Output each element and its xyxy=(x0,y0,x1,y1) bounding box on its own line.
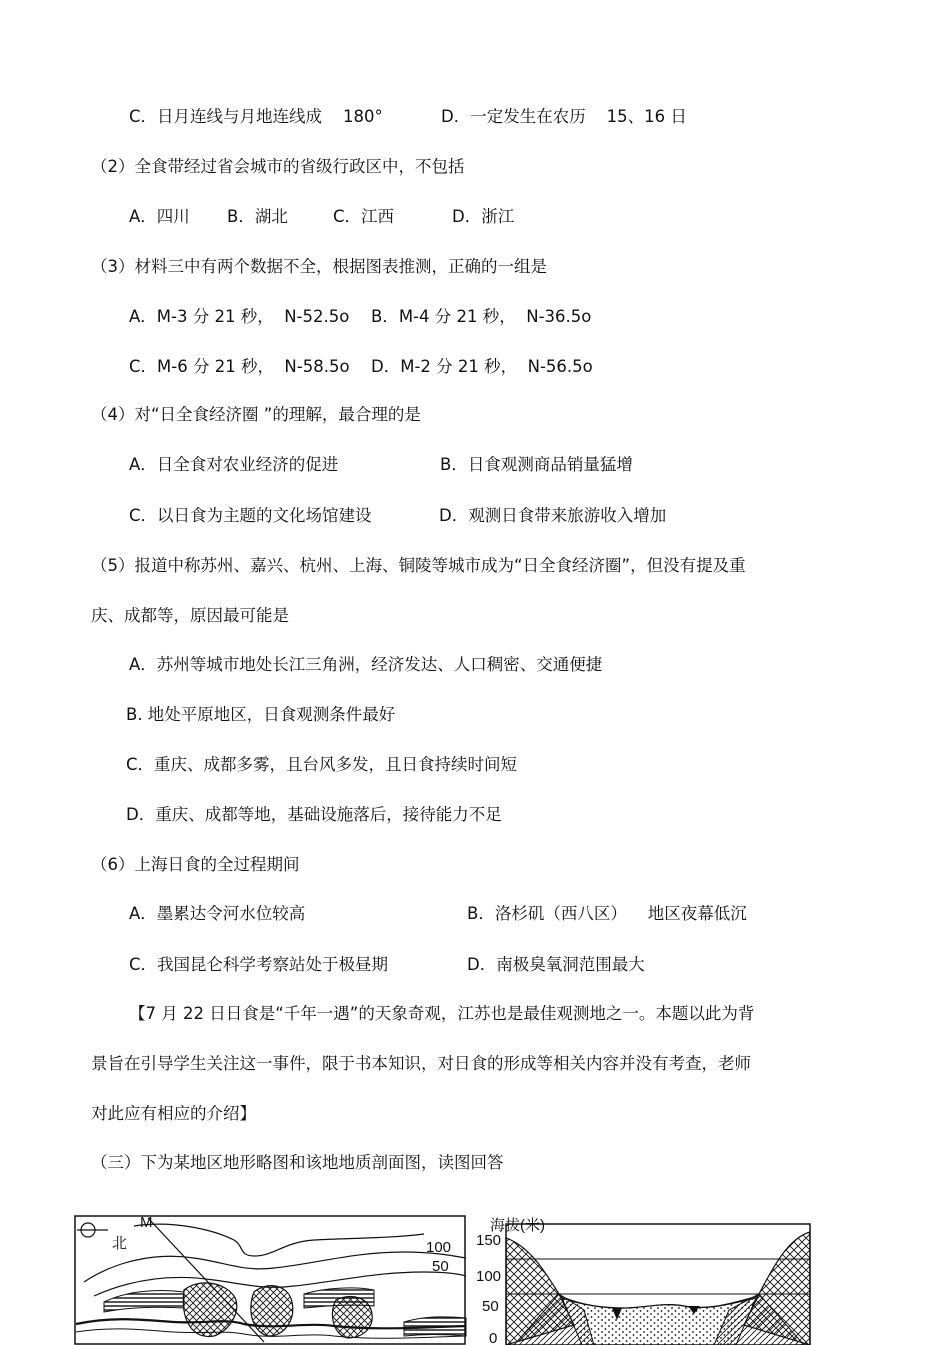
option-c-q4: C．以日食为主题的文化场馆建设 xyxy=(129,506,372,525)
option-d-q2: D．浙江 xyxy=(452,207,515,226)
option-a-q2: A．四川 xyxy=(129,207,190,226)
geological-profile xyxy=(474,1210,816,1345)
option-a-q6: A．墨累达令河水位较高 xyxy=(129,904,306,923)
terrain-map xyxy=(74,1212,469,1345)
note-line2: 景旨在引导学生关注这一事件，限于书本知识，对日食的形成等相关内容并没有考查，老师 xyxy=(91,1054,751,1073)
option-a-q4: A．日全食对农业经济的促进 xyxy=(129,455,339,474)
option-c-q2: C．江西 xyxy=(333,207,395,226)
question-5-line2: 庆、成都等，原因最可能是 xyxy=(91,606,289,625)
option-d-q1: D．一定发生在农历 15、16 日 xyxy=(441,107,687,126)
option-d-q4: D．观测日食带来旅游收入增加 xyxy=(439,506,667,525)
profile-tick-100: 100 xyxy=(476,1268,502,1285)
question-2: （2）全食带经过省会城市的省级行政区中，不包括 xyxy=(91,157,465,176)
option-d-q6: D．南极臭氧洞范围最大 xyxy=(467,955,645,974)
option-a-q3: A．M-3 分 21 秒， N-52.5o xyxy=(129,307,350,326)
section-3-heading: （三）下为某地区地形略图和该地地质剖面图，读图回答 xyxy=(91,1153,504,1172)
option-b-q6: B．洛杉矶（西八区） 地区夜幕低沉 xyxy=(467,904,747,923)
option-d-q5: D．重庆、成都等地，基础设施落后，接待能力不足 xyxy=(126,805,502,824)
profile-ylabel: 海拔(米) xyxy=(490,1217,545,1234)
note-line1: 【7 月 22 日日食是“千年一遇”的天象奇观，江苏也是最佳观测地之一。本题以此为背 xyxy=(129,1004,755,1023)
option-b-q3: B．M-4 分 21 秒， N-36.5o xyxy=(371,307,592,326)
contour-label-50: 50 xyxy=(432,1258,449,1275)
option-c-q3: C．M-6 分 21 秒， N-58.5o xyxy=(129,357,350,376)
map-label-m: M xyxy=(140,1214,153,1231)
profile-tick-150: 150 xyxy=(476,1232,502,1249)
question-3: （3）材料三中有两个数据不全，根据图表推测，正确的一组是 xyxy=(91,257,547,276)
option-c-q1: C．日月连线与月地连线成 180° xyxy=(129,107,383,126)
option-c-q6: C．我国昆仑科学考察站处于极昼期 xyxy=(129,955,389,974)
option-d-q3: D．M-2 分 21 秒， N-56.5o xyxy=(371,357,593,376)
option-b-q4: B．日食观测商品销量猛增 xyxy=(440,455,633,474)
question-5-line1: （5）报道中称苏州、嘉兴、杭州、上海、铜陵等城市成为“日全食经济圈”，但没有提及重 xyxy=(91,556,746,575)
contour-label-100: 100 xyxy=(426,1239,452,1256)
question-6: （6）上海日食的全过程期间 xyxy=(91,855,300,874)
note-line3: 对此应有相应的介绍】 xyxy=(91,1104,256,1123)
profile-tick-50: 50 xyxy=(482,1298,499,1315)
profile-tick-0: 0 xyxy=(489,1330,498,1345)
question-4: （4）对“日全食经济圈 ”的理解，最合理的是 xyxy=(91,405,421,424)
option-a-q5: A．苏州等城市地处长江三角洲，经济发达、人口稠密、交通便捷 xyxy=(129,655,603,674)
option-c-q5: C．重庆、成都多雾，且台风多发，且日食持续时间短 xyxy=(126,755,518,774)
map-label-north: 北 xyxy=(112,1235,128,1252)
option-b-q5: B. 地处平原地区，日食观测条件最好 xyxy=(126,705,396,724)
option-b-q2: B．湖北 xyxy=(227,207,288,226)
